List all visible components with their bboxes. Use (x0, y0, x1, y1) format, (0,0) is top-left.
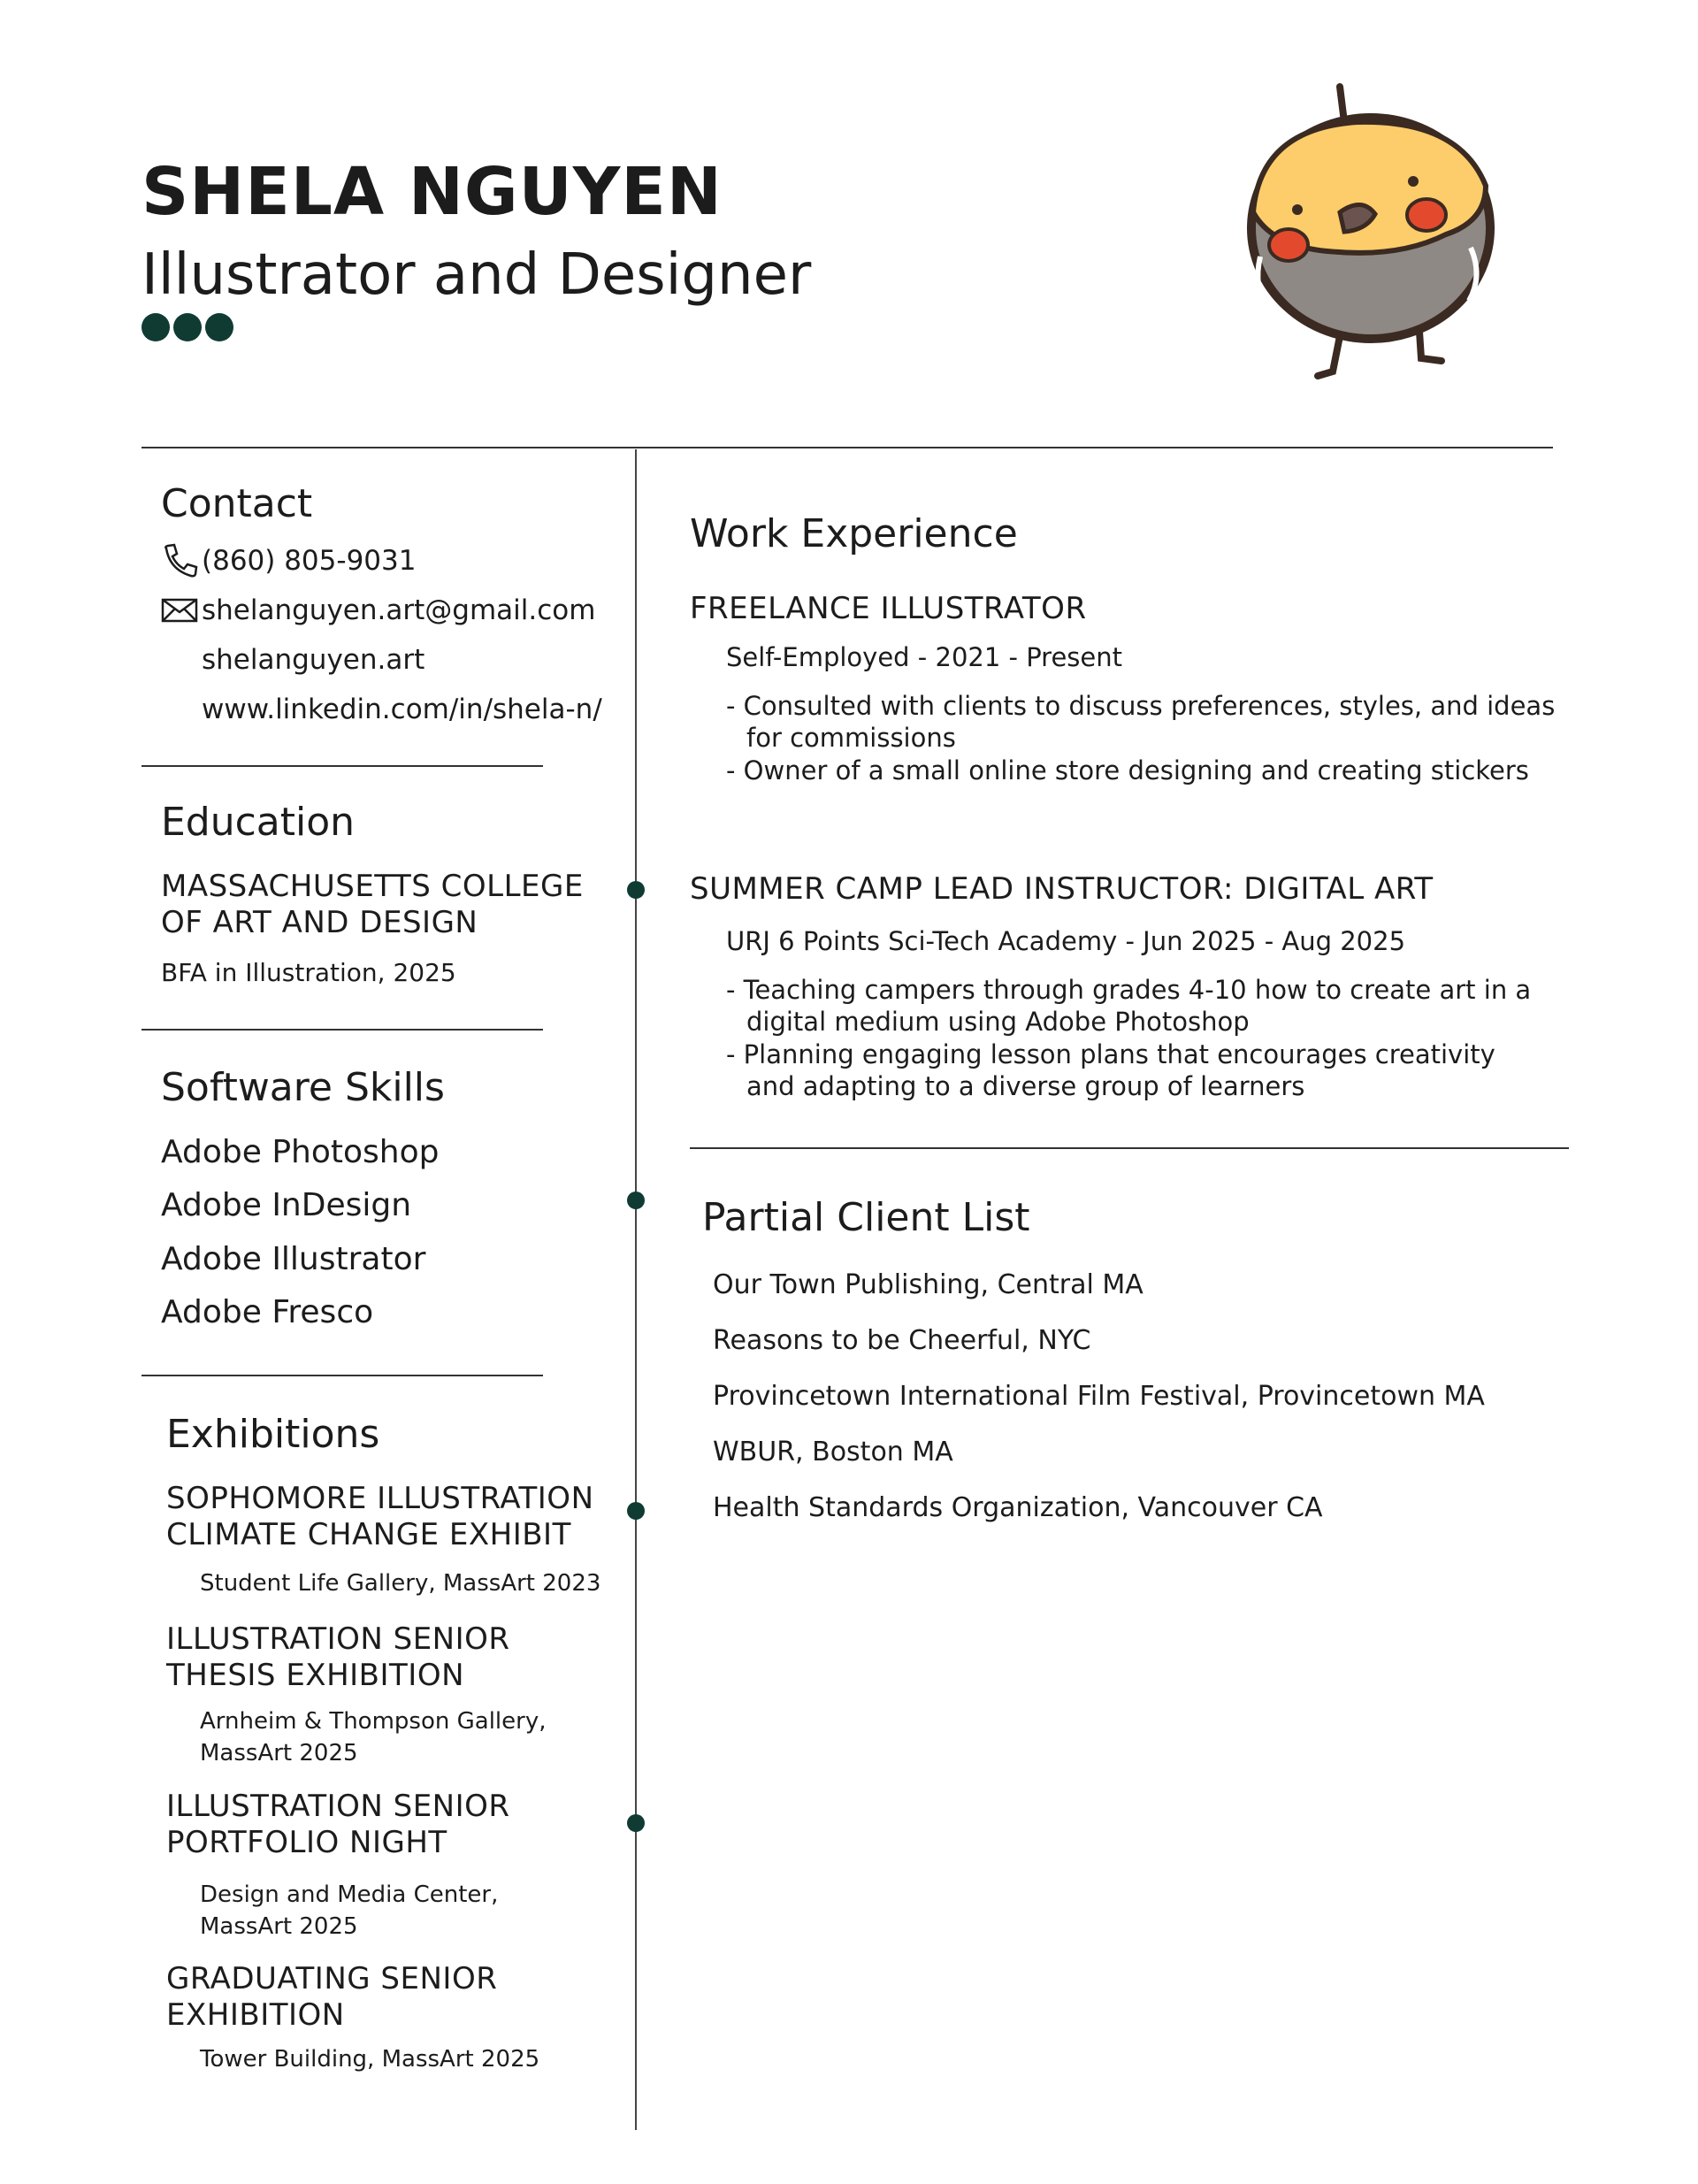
phone-number[interactable]: (860) 805-9031 (202, 545, 417, 577)
exhibition-title (166, 1481, 594, 1554)
accent-dots (142, 313, 233, 341)
exhibition-title-line: ILLUSTRATION SENIOR (166, 1621, 510, 1657)
job-bullets (726, 974, 1557, 1102)
skills-heading: Software Skills (161, 1065, 445, 1110)
degree: BFA in Illustration, 2025 (161, 958, 456, 987)
exhibition-title-line: ILLUSTRATION SENIOR (166, 1789, 510, 1824)
exhibition-location (200, 1879, 498, 1943)
accent-dot (205, 313, 233, 341)
client-item: Provincetown International Film Festival, Provincetown MA (713, 1381, 1485, 1412)
linkedin-row (161, 692, 602, 727)
bullet-line: - Teaching campers through grades 4-10 how to create art in a (726, 975, 1532, 1005)
job-meta: Self-Employed - 2021 - Present (726, 642, 1122, 672)
school-line: MASSACHUSETTS COLLEGE (161, 869, 584, 904)
skill-item: Adobe Fresco (161, 1294, 374, 1330)
bullet-line: for commissions (746, 723, 956, 754)
resume-name: SHELA NGUYEN (142, 154, 723, 230)
timeline-node (627, 1814, 645, 1832)
section-divider (690, 1147, 1569, 1149)
phone-row (161, 543, 416, 579)
bullet-line: and adapting to a diverse group of learners (746, 1070, 1305, 1101)
email-row (161, 593, 595, 628)
client-item: WBUR, Boston MA (713, 1437, 953, 1467)
linkedin-link[interactable]: www.linkedin.com/in/shela-n/ (202, 694, 602, 725)
education-heading: Education (161, 800, 356, 845)
exhibition-title (166, 1621, 510, 1695)
timeline-node (627, 881, 645, 899)
exhibition-location-line: MassArt 2025 (200, 1740, 358, 1767)
exhibition-location-line: Tower Building, MassArt 2025 (200, 2046, 540, 2073)
skill-item: Adobe Illustrator (161, 1241, 426, 1277)
client-item: Health Standards Organization, Vancouver CA (713, 1492, 1323, 1523)
skill-item: Adobe InDesign (161, 1187, 412, 1223)
work-heading: Work Experience (690, 511, 1018, 556)
exhibition-title (166, 1961, 497, 2035)
section-divider (142, 1029, 543, 1031)
exhibition-title-line: CLIMATE CHANGE EXHIBIT (166, 1517, 571, 1553)
exhibition-location-line: MassArt 2025 (200, 1913, 358, 1941)
timeline-node (627, 1502, 645, 1520)
email-link[interactable]: shelanguyen.art@gmail.com (202, 594, 596, 626)
skill-item: Adobe Photoshop (161, 1134, 440, 1170)
accent-dot (173, 313, 202, 341)
chick-icon (1234, 80, 1526, 389)
accent-dot (142, 313, 170, 341)
exhibition-title-line: PORTFOLIO NIGHT (166, 1825, 447, 1861)
website-link[interactable]: shelanguyen.art (202, 644, 425, 676)
exhibition-location-line: Arnheim & Thompson Gallery, (200, 1708, 547, 1735)
exhibition-location-line: Student Life Gallery, MassArt 2023 (200, 1570, 601, 1597)
contact-heading: Contact (161, 481, 313, 526)
exhibition-location (200, 1705, 547, 1770)
client-item: Our Town Publishing, Central MA (713, 1269, 1143, 1300)
job-title: FREELANCE ILLUSTRATOR (690, 591, 1087, 626)
client-item: Reasons to be Cheerful, NYC (713, 1325, 1091, 1356)
exhibition-title-line: SOPHOMORE ILLUSTRATION (166, 1481, 594, 1516)
resume-title: Illustrator and Designer (142, 242, 812, 308)
exhibition-title-line: EXHIBITION (166, 1997, 345, 2034)
job-meta: URJ 6 Points Sci-Tech Academy - Jun 2025 - Aug 2025 (726, 926, 1406, 956)
exhibition-title-line: GRADUATING SENIOR (166, 1961, 498, 1996)
website-row (161, 642, 424, 678)
school-line: OF ART AND DESIGN (161, 905, 478, 941)
exhibitions-heading: Exhibitions (166, 1412, 380, 1457)
timeline-node (627, 1192, 645, 1209)
bullet-line: - Planning engaging lesson plans that encourages creativity (726, 1038, 1495, 1069)
exhibition-location-line: Design and Media Center, (200, 1881, 499, 1908)
exhibition-location (200, 2043, 539, 2075)
phone-icon (161, 543, 202, 579)
job-bullets (726, 690, 1557, 786)
section-divider (142, 1375, 543, 1376)
clients-heading: Partial Client List (702, 1195, 1030, 1240)
bullet-line: - Consulted with clients to discuss preferences, styles, and ideas (726, 691, 1556, 721)
job-title: SUMMER CAMP LEAD INSTRUCTOR: DIGITAL ART (690, 871, 1434, 907)
exhibition-location (200, 1567, 600, 1599)
timeline-line (635, 449, 637, 2130)
section-divider (142, 765, 543, 767)
bullet-line: digital medium using Adobe Photoshop (746, 1007, 1250, 1038)
school-name (161, 869, 584, 942)
mail-icon (161, 593, 202, 628)
header-divider (142, 447, 1553, 448)
bullet-line: - Owner of a small online store designing and creating stickers (726, 755, 1529, 785)
exhibition-title (166, 1789, 510, 1862)
exhibition-title-line: THESIS EXHIBITION (166, 1658, 465, 1694)
